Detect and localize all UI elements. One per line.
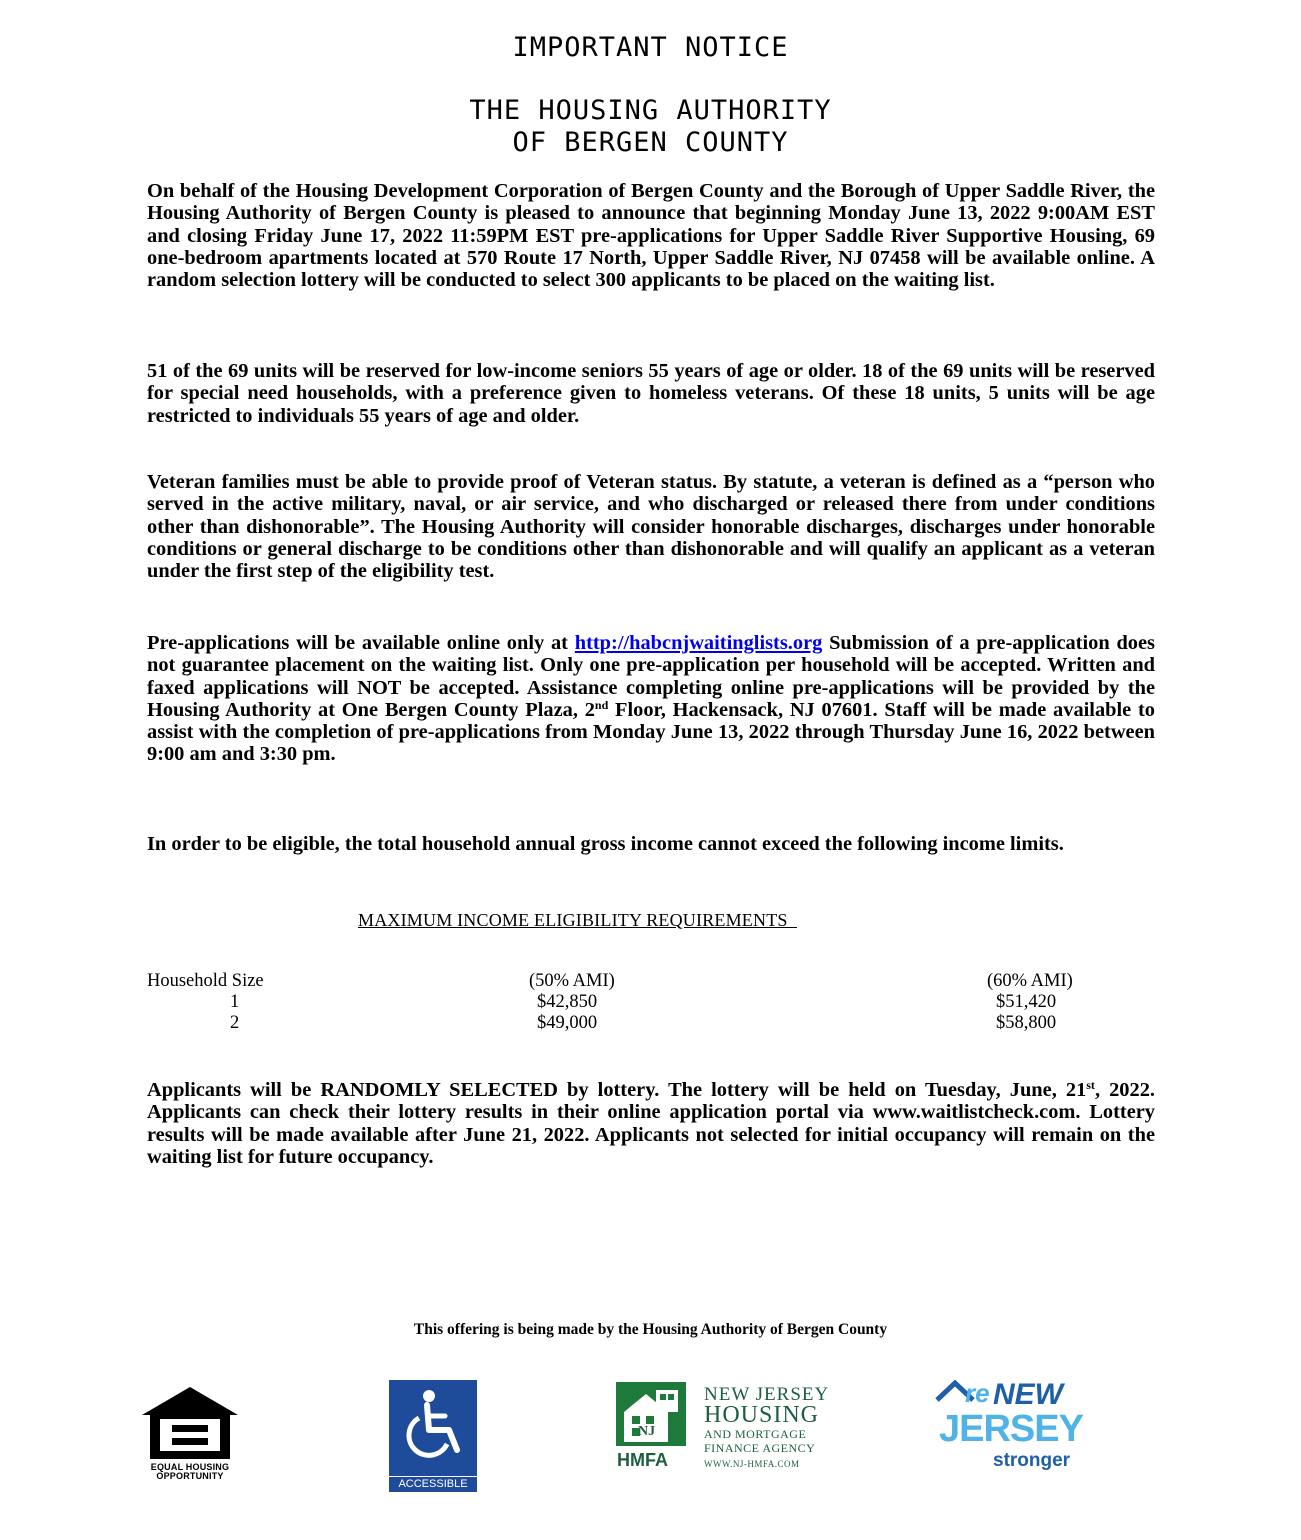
application-text-start: Pre-applications will be available online only at bbox=[147, 632, 575, 654]
hmfa-line3: AND MORTGAGE bbox=[704, 1427, 807, 1441]
hmfa-logo bbox=[616, 1382, 831, 1474]
renew-new: NEW bbox=[993, 1378, 1063, 1411]
hmfa-line2: HOUSING bbox=[704, 1402, 819, 1428]
row2-50-ami: $49,000 bbox=[537, 1013, 598, 1033]
eligibility-paragraph: In order to be eligible, the total household annual gross income cannot exceed the following income limits. bbox=[147, 833, 1064, 855]
offering-statement: This offering is being made by the Housing Authority of Bergen County bbox=[413, 1321, 888, 1338]
renew-stronger: stronger bbox=[993, 1450, 1071, 1471]
equal-housing-line1: EQUAL HOUSING bbox=[150, 1462, 230, 1472]
hmfa-line4: FINANCE AGENCY bbox=[704, 1441, 816, 1455]
hmfa-abbreviation: HMFA bbox=[617, 1450, 668, 1470]
equal-housing-caption bbox=[140, 1463, 240, 1481]
income-table-heading: MAXIMUM INCOME ELIGIBILITY REQUIREMENTS bbox=[358, 910, 797, 930]
lottery-paragraph bbox=[147, 1079, 1155, 1168]
intro-paragraph: On behalf of the Housing Development Corporation of Bergen County and the Borough of Upper Saddle River, the Housing Authority of Bergen County is pleased to announce that beginning Monday June 13, 2022 9:00AM EST and closing Friday June 17, 2022 11:59PM EST pre-applications for Upper Saddle River Supportive Housing, 69 one-bedroom apartments located at 570 Route 17 North, Upper Saddle River, NJ 07458 will be available online. A random selection lottery will be conducted to select 300 applicants to be placed on the waiting list. bbox=[147, 180, 1155, 292]
row2-60-ami: $58,800 bbox=[996, 1013, 1057, 1033]
application-paragraph bbox=[147, 632, 1155, 766]
application-text-end: Floor, Hackensack, NJ 07601. Staff will be made available to assist with the completion of pre-applications from Monday June 13, 2022 through Thursday June 16, 2022 between 9:00 am and 3:30 pm. bbox=[147, 698, 1155, 766]
col-header-50-ami: (50% AMI) bbox=[529, 971, 615, 991]
hmfa-nj-letters: NJ bbox=[638, 1424, 656, 1439]
veterans-paragraph: Veteran families must be able to provide proof of Veteran status. By statute, a veteran is defined as a “person who served in the active military, naval, or air service, and who discharged or released there from under conditions other than dishonorable”. The Housing Authority will consider honorable discharges, discharges under honorable conditions or general discharge to be conditions other than dishonorable and will qualify an applicant as a veteran under the first step of the eligibility test. bbox=[147, 471, 1155, 583]
organization-title-line1: THE HOUSING AUTHORITY bbox=[469, 95, 832, 126]
ordinal-suffix: nd bbox=[594, 697, 609, 712]
waiting-list-link[interactable]: http://habcnjwaitinglists.org bbox=[574, 632, 823, 654]
accessible-badge bbox=[389, 1380, 477, 1492]
equal-housing-logo bbox=[140, 1385, 240, 1490]
col-header-60-ami: (60% AMI) bbox=[987, 971, 1073, 991]
hmfa-line1: NEW JERSEY bbox=[704, 1384, 830, 1405]
units-paragraph: 51 of the 69 units will be reserved for low-income seniors 55 years of age or older. 18 of the 69 units will be reserved for special need households, with a preference given to homeless veterans. Of these 18 units, 5 units will be age restricted to individuals 55 years of age and older. bbox=[147, 360, 1155, 427]
row1-60-ami: $51,420 bbox=[996, 992, 1057, 1012]
renew-re: re bbox=[965, 1378, 990, 1408]
row1-size: 1 bbox=[230, 992, 240, 1012]
lottery-ordinal-suffix: st bbox=[1086, 1078, 1095, 1092]
row2-size: 2 bbox=[230, 1013, 240, 1033]
house-icon bbox=[140, 1385, 240, 1463]
renew-jersey: JERSEY bbox=[939, 1408, 1083, 1450]
accessible-caption: ACCESSIBLE bbox=[389, 1476, 477, 1490]
organization-title-line2: OF BERGEN COUNTY bbox=[512, 127, 789, 158]
notice-title: IMPORTANT NOTICE bbox=[512, 32, 789, 63]
wheelchair-icon bbox=[389, 1380, 477, 1470]
equal-housing-line2: OPPORTUNITY bbox=[156, 1471, 224, 1481]
row1-50-ami: $42,850 bbox=[537, 992, 598, 1012]
organization-title bbox=[0, 95, 1301, 159]
lottery-text-end: , 2022. Applicants can check their lottery results in their online application portal via www.waitlistcheck.com. Lottery results will be made available after June 21, 2022. Applicants not selected for initial occupancy will remain on the waiting list for future occupancy. bbox=[147, 1079, 1155, 1168]
renew-jersey-logo bbox=[935, 1380, 1120, 1475]
lottery-text-start: Applicants will be RANDOMLY SELECTED by lottery. The lottery will be held on Tuesday, June, 21 bbox=[147, 1079, 1087, 1101]
col-header-household-size: Household Size bbox=[147, 971, 264, 991]
application-text-middle: Submission of a pre-application does not guarantee placement on the waiting list. Only one pre-application per household will be accepted. Written and faxed applications will NOT be accepted. Assistance completing online pre-applications will be provided by the Housing Authority at One Bergen County Plaza, 2 bbox=[147, 632, 1155, 721]
accessible-logo bbox=[389, 1380, 477, 1492]
hmfa-website: WWW.NJ-HMFA.COM bbox=[704, 1459, 800, 1469]
